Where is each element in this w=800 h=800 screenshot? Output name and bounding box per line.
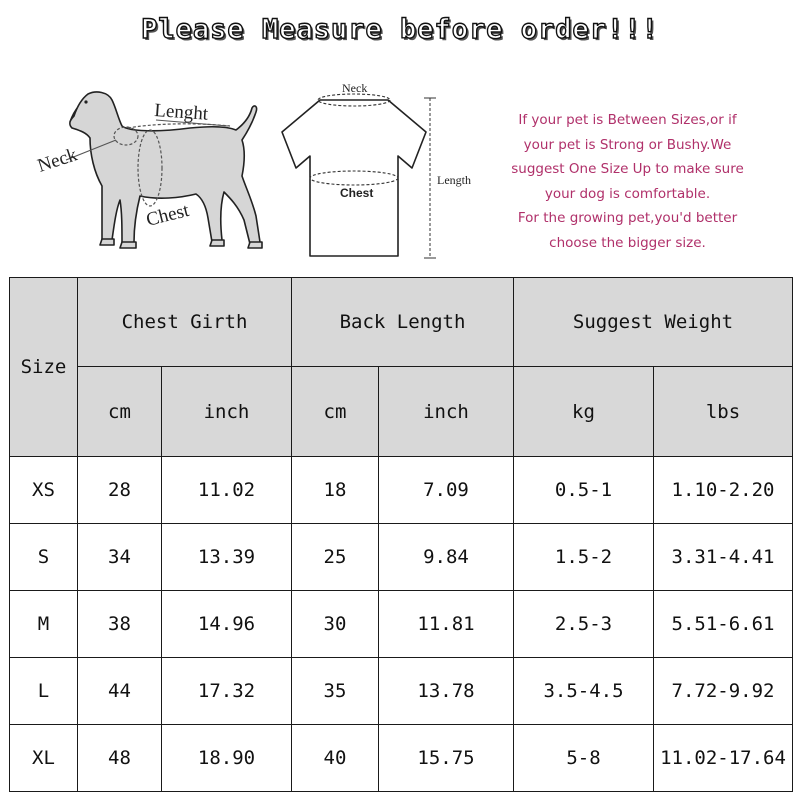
table-cell: 14.96 [162,591,292,658]
table-cell: 11.02-17.64 [654,725,793,792]
table-cell: 40 [292,725,379,792]
table-cell: 25 [292,524,379,591]
unit-header: lbs [654,367,793,457]
advice-line: your pet is Strong or Bushy.We [523,136,732,153]
table-cell: 1.5-2 [514,524,654,591]
unit-header: cm [292,367,379,457]
advice-line: If your pet is Between Sizes,or if [518,112,737,128]
table-cell: 17.32 [162,658,292,725]
size-cell: L [10,658,78,725]
sizing-advice [490,108,765,255]
table-cell: 1.10-2.20 [654,457,793,524]
table-row [10,524,793,591]
table-cell: 18.90 [162,725,292,792]
table-cell: 13.78 [379,658,514,725]
table-cell: 34 [78,524,162,591]
table-cell: 0.5-1 [514,457,654,524]
table-cell: 5-8 [514,725,654,792]
size-cell: S [10,524,78,591]
chest-girth-header: Chest Girth [78,278,292,367]
advice-line: choose the bigger size. [549,234,706,251]
table-row [10,591,793,658]
page-title: Please Measure before order!!! [141,14,659,45]
shirt-measure-illustration [278,80,488,265]
unit-header: inch [379,367,514,457]
size-header: Size [10,278,78,457]
advice-line: suggest One Size Up to make sure [511,161,744,177]
table-cell: 18 [292,457,379,524]
table-cell: 2.5-3 [514,591,654,658]
table-cell: 11.81 [379,591,514,658]
suggest-weight-header: Suggest Weight [514,278,793,367]
shirt-chest-label: Chest [340,186,374,200]
size-cell: M [10,591,78,658]
table-cell: 13.39 [162,524,292,591]
advice-line: For the growing pet,you'd better [517,210,738,226]
table-cell: 38 [78,591,162,658]
shirt-neck-label: Neck [342,81,368,95]
dog-measure-illustration [30,82,270,267]
table-cell: 48 [78,725,162,792]
dog-chest-label: Chest [144,200,192,231]
shirt-length-label: Length [437,173,471,187]
table-cell: 7.72-9.92 [654,658,793,725]
table-cell: 30 [292,591,379,658]
table-cell: 7.09 [379,457,514,524]
size-cell: XL [10,725,78,792]
table-cell: 28 [78,457,162,524]
table-cell: 15.75 [379,725,514,792]
table-row [10,658,793,725]
advice-line: your dog is comfortable. [544,185,711,202]
dog-length-label: Lenght [153,100,209,125]
header-row [10,278,793,367]
table-cell: 3.31-4.41 [654,524,793,591]
unit-row [10,367,793,457]
unit-header: cm [78,367,162,457]
table-cell: 44 [78,658,162,725]
dog-neck-label: Neck [35,144,80,177]
back-length-header: Back Length [292,278,514,367]
table-row [10,725,793,792]
table-cell: 3.5-4.5 [514,658,654,725]
table-cell: 11.02 [162,457,292,524]
table-cell: 9.84 [379,524,514,591]
table-cell: 35 [292,658,379,725]
unit-header: inch [162,367,292,457]
size-cell: XS [10,457,78,524]
unit-header: kg [514,367,654,457]
table-cell: 5.51-6.61 [654,591,793,658]
table-row [10,457,793,524]
size-chart-table [9,277,793,792]
